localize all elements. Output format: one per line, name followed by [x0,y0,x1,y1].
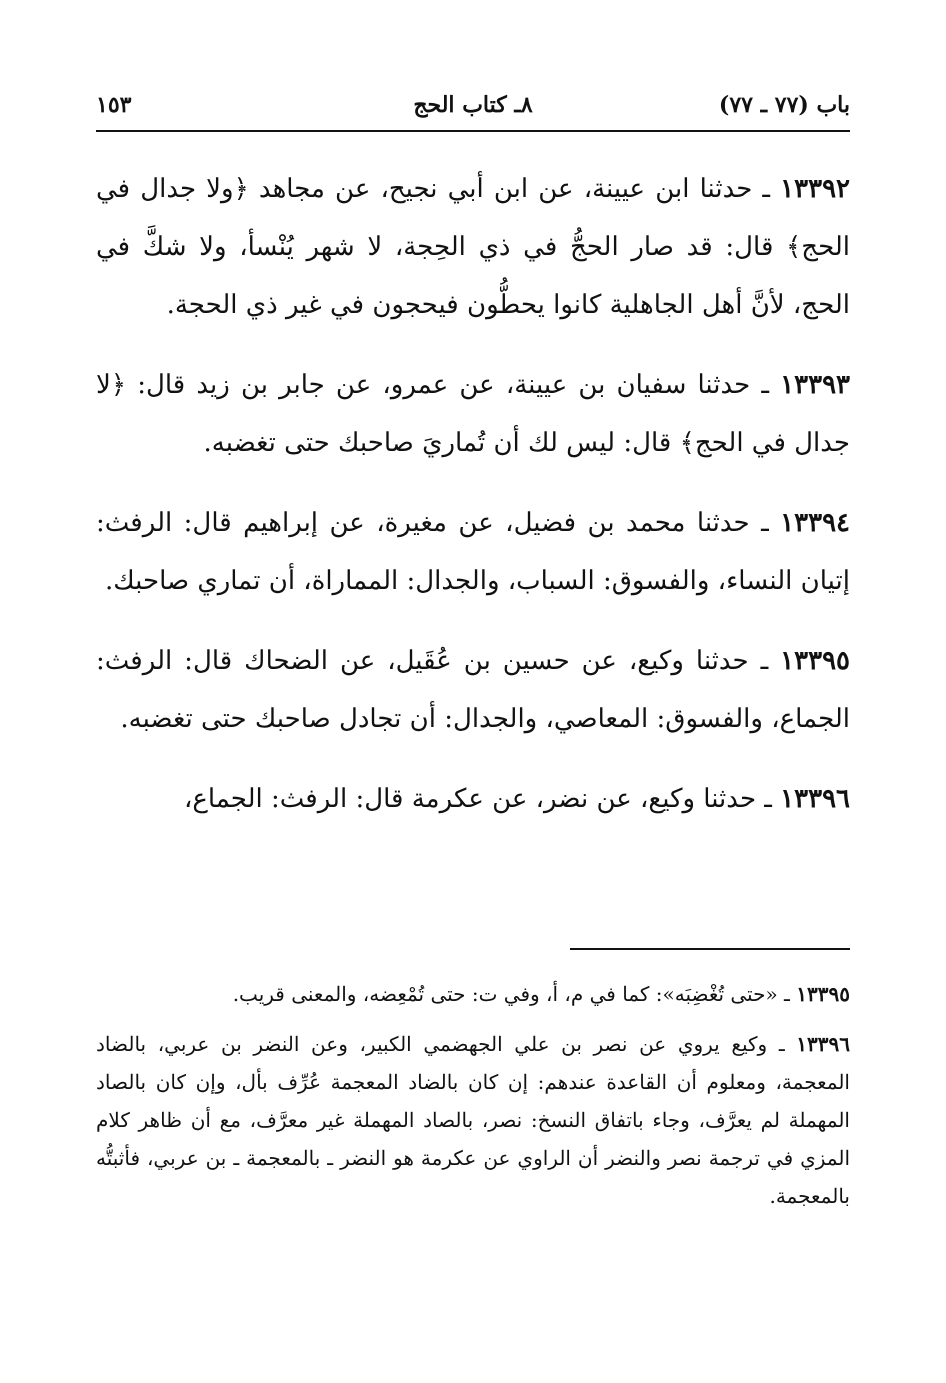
chapter-title: باب (٧٧ ـ ٧٧) [718,92,850,118]
hadith-number: ١٣٣٩٤ [780,508,850,538]
footnote-text: ـ «حتى تُغْضِبَه»: كما في م، أ، وفي ت: حتى تُمْعِضه، والمعنى قريب. [232,982,797,1006]
main-text [96,160,850,850]
footnote-entry [96,1025,850,1215]
footnote-number: ١٣٣٩٦ [796,1032,851,1056]
footnotes [96,975,850,1227]
hadith-text: ـ حدثنا وكيع، عن نضر، عن عكرمة قال: الرفث: الجماع، [183,784,781,814]
footnote-number: ١٣٣٩٥ [796,982,850,1006]
hadith-number: ١٣٣٩٦ [780,784,850,814]
hadith-number: ١٣٣٩٢ [780,174,850,204]
hadith-entry [96,494,850,610]
hadith-text: ـ حدثنا ابن عيينة، عن ابن أبي نجيح، عن مجاهد ﴿ولا جدال في الحج﴾ قال: قد صار الحجُّ في ذي الحِجة، لا شهر يُنْسأ، ولا شكَّ في الحج، لأنَّ أهل الجاهلية كانوا يحطُّون فيحجون في غير ذي الحجة. [96,174,850,320]
hadith-text: ـ حدثنا محمد بن فضيل، عن مغيرة، عن إبراهيم قال: الرفث: إتيان النساء، والفسوق: السباب، والجدال: المماراة، أن تماري صاحبك. [96,508,850,596]
footnote-separator [570,948,850,950]
hadith-entry [96,160,850,334]
header-rule [96,130,850,132]
footnote-entry [96,975,850,1013]
hadith-text: ـ حدثنا وكيع، عن حسين بن عُقَيل، عن الضحاك قال: الرفث: الجماع، والفسوق: المعاصي، والجدال: أن تجادل صاحبك حتى تغضبه. [96,646,850,734]
page-number: ١٥٣ [96,92,132,118]
hadith-number: ١٣٣٩٥ [780,646,850,676]
hadith-entry [96,770,850,828]
hadith-entry [96,632,850,748]
hadith-number: ١٣٣٩٣ [780,370,850,400]
footnote-text: ـ وكيع يروي عن نصر بن علي الجهضمي الكبير، وعن النضر بن عربي، بالضاد المعجمة، ومعلوم أن القاعدة عندهم: إن كان بالضاد المعجمة عُرِّف بأل، وإن كان بالصاد المهملة لم يعرَّف، وجاء باتفاق النسخ: نصر، بالصاد المهملة غير معرَّف، مع أن ظاهر كلام المزي في ترجمة نصر والنضر أن الراوي عن عكرمة هو النضر ـ بالمعجمة ـ بن عربي، فأثبتُّه بالمعجمة. [96,1032,850,1208]
book-title: ٨ـ كتاب الحج [413,92,533,118]
hadith-entry [96,356,850,472]
hadith-text: ـ حدثنا سفيان بن عيينة، عن عمرو، عن جابر بن زيد قال: ﴿لا جدال في الحج﴾ قال: ليس لك أن تُماريَ صاحبك حتى تغضبه. [96,370,850,458]
page-header [96,86,850,126]
